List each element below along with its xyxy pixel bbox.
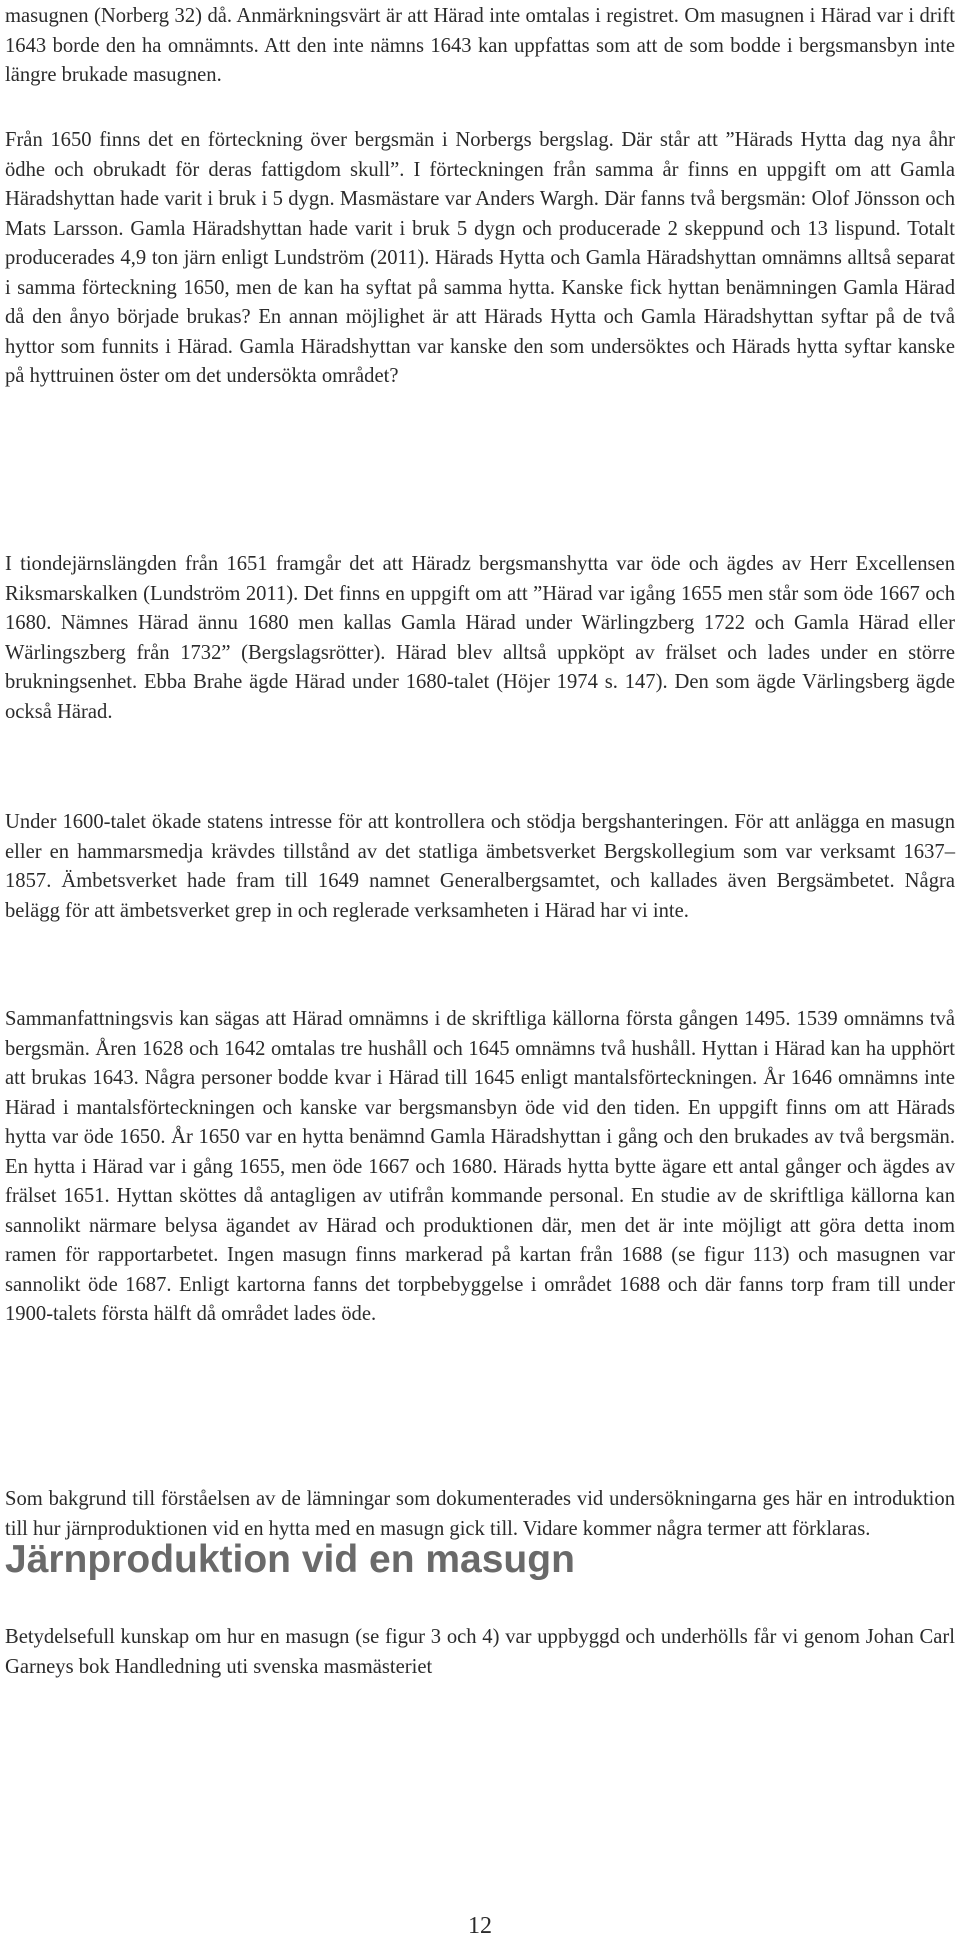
paragraph-introduction: Som bakgrund till förståelsen av de lämningar som dokumenterades vid undersökningarna ges här en introduktion till hur järnproduktionen vid en hytta med en masugn gick till. Vidare kommer några termer att förklaras. <box>5 1488 955 1540</box>
page-number: 12 <box>468 1913 492 1939</box>
paragraph-tiondejarnslangden-1651: I tiondejärnslängden från 1651 framgår det att Häradz bergsmanshytta var öde och ägdes av Herr Excellensen Riksmarskalken (Lundström 2011). Det finns en uppgift om att ”Härad var igång 1655 men står som öde 1667 och 1680. Nämnes Härad ännu 1680 men kallas Gamla Härad under Wärlingzberg 1722 och Gamla Härad eller Wärlingszberg från 1732” (Bergslagsrötter). Härad blev alltså uppköpt av frälset och lades under en större brukningsenhet. Ebba Brahe ägde Härad under 1680-talet (Höjer 1974 s. 147). Den som ägde Värlingsberg ägde också Härad. <box>5 553 955 723</box>
paragraph-norberg-register: masugnen (Norberg 32) då. Anmärkningsvärt är att Härad inte omtalas i registret. Om masugnen i Härad var i drift 1643 borde den ha omnämnts. Att den inte nämns 1643 kan uppfattas som att de som bodde i bergsmansbyn inte längre brukade masugnen. <box>5 5 955 86</box>
section-heading: Järnproduktion vid en masugn <box>5 1538 575 1581</box>
paragraph-bergsman-list-1650: Från 1650 finns det en förteckning över bergsmän i Norbergs bergslag. Där står att ”Härads Hytta dag nya åhr ödhe och obrukadt för deras fattigdom skull”. I förteckningen från samma år finns en uppgift om att Gamla Häradshyttan hade varit i bruk i 5 dygn. Masmästare var Anders Wargh. Där fanns två bergsmän: Olof Jönsson och Mats Larsson. Gamla Häradshyttan hade varit i bruk 5 dygn och producerade 2 skeppund och 13 lispund. Totalt producerades 4,9 ton järn enligt Lundström (2011). Härads Hytta och Gamla Häradshyttan omnämns alltså separat i samma förteckning 1650, men de kan ha syftat på samma hytta. Kanske fick hyttan benämningen Gamla Härad då den ånyo började brukas? En annan möjlighet är att Härads Hytta och Gamla Häradshyttan syftar på de två hyttor som funnits i Härad. Gamla Häradshyttan var kanske den som undersöktes och Härads hytta syftar kanske på hyttruinen öster om det undersökta området? <box>5 129 955 387</box>
paragraph-bergskollegium: Under 1600-talet ökade statens intresse för att kontrollera och stödja bergshanteringen. För att anlägga en masugn eller en hammarsmedja krävdes tillstånd av det statliga ämbetsverket Bergskollegium som var verksamt 1637–1857. Ämbetsverket hade fram till 1649 namnet Generalbergsamtet, och kallades även Bergsämbetet. Några belägg för att ämbetsverket grep in och reglerade verksamheten i Härad har vi inte. <box>5 811 955 922</box>
paragraph-summary: Sammanfattningsvis kan sägas att Härad omnämns i de skriftliga källorna första gången 1495. 1539 omnämns två bergsmän. Åren 1628 och 1642 omtalas tre hushåll och 1645 omnämns två hushåll. Hyttan i Härad kan ha upphört att brukas 1643. Några personer bodde kvar i Härad till 1645 enligt mantalsförteckningen. År 1646 omnämns inte Härad i mantalsförteckningen och kanske var bergsmansbyn öde vid den tiden. En uppgift finns om att Härads hytta var öde 1650. År 1650 var en hytta benämnd Gamla Häradshyttan i gång och den brukades av två bergsmän. En hytta i Härad var i gång 1655, men öde 1667 och 1680. Härads hytta bytte ägare ett antal gånger och ägdes av frälset 1651. Hyttan sköttes då antagligen av utifrån kommande personal. En studie av de skriftliga källorna kan sannolikt närmare belysa ägandet av Härad och produktionen där, men det är inte möjligt att göra detta inom ramen för rapportarbetet. Ingen masugn finns markerad på kartan från 1688 (se figur 113) och masugnen var sannolikt öde 1687. Enligt kartorna fanns det torpbebyggelse i området 1688 och där fanns torp fram till under 1900-talets första hälft då området lades öde. <box>5 1008 955 1325</box>
paragraph-garney-book: Betydelsefull kunskap om hur en masugn (se figur 3 och 4) var uppbyggd och underhölls får vi genom Johan Carl Garneys bok Handledning uti svenska masmästeriet <box>5 1626 955 1678</box>
